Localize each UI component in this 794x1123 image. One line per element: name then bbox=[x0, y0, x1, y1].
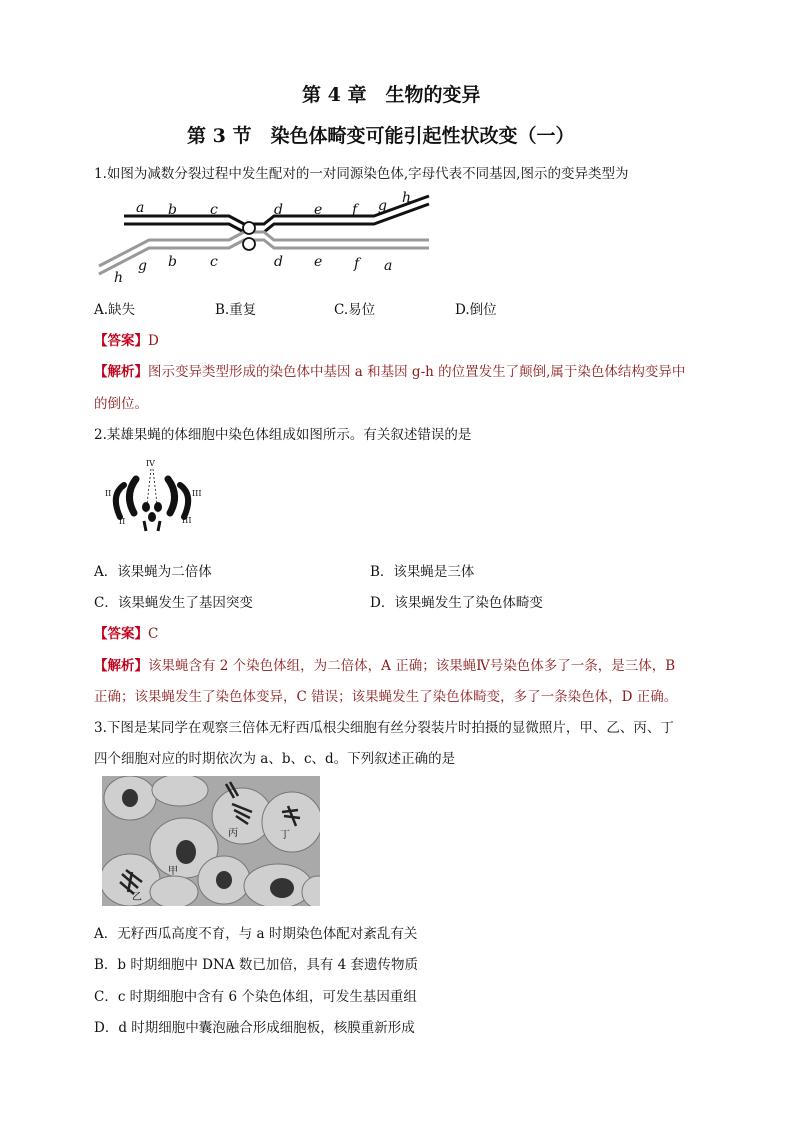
q1-option-a: A.缺失 bbox=[94, 302, 136, 318]
q1-analysis-line2: 的倒位。 bbox=[94, 396, 148, 412]
q1-analysis-tag: 【解析】 bbox=[94, 364, 148, 380]
q1-answer bbox=[94, 329, 159, 349]
q2-analysis-line2: 正确；该果蝇发生了染色体变异，C 错误；该果蝇发生了染色体畸变，多了一条染色体，D 正确。 bbox=[94, 689, 678, 705]
q3-stem-line2: 四个细胞对应的时期依次为 a、b、c、d。下列叙述正确的是 bbox=[94, 751, 456, 767]
bottom-gene-d: d bbox=[274, 254, 283, 270]
bottom-gene-f: f bbox=[354, 256, 360, 272]
q1-answer-value: D bbox=[148, 333, 159, 349]
label-iii-upper: III bbox=[192, 489, 202, 498]
bottom-gene-g: g bbox=[138, 258, 147, 274]
q1-option-d: D.倒位 bbox=[455, 302, 497, 318]
q1-stem: 1.如图为减数分裂过程中发生配对的一对同源染色体,字母代表不同基因,图示的变异类型为 bbox=[94, 166, 629, 182]
q1-option-c: C.易位 bbox=[334, 302, 376, 318]
q2-option-c: C．该果蝇发生了基因突变 bbox=[94, 595, 253, 611]
top-gene-e: e bbox=[314, 202, 323, 218]
chapter-title: 第 4 章 生物的变异 bbox=[302, 84, 481, 106]
label-ii-lower: II bbox=[119, 517, 126, 526]
bottom-gene-h: h bbox=[114, 270, 124, 286]
top-gene-f: f bbox=[352, 202, 358, 218]
top-gene-c: c bbox=[210, 202, 218, 218]
q3-option-c: C．c 时期细胞中含有 6 个染色体组，可发生基因重组 bbox=[94, 989, 417, 1005]
cell-label-jia: 甲 bbox=[168, 866, 178, 877]
q2-karyotype-figure bbox=[102, 455, 206, 535]
top-gene-g: g bbox=[378, 198, 387, 214]
q2-stem: 2.某雄果蝇的体细胞中染色体组成如图所示。有关叙述错误的是 bbox=[94, 427, 472, 443]
bottom-gene-c: c bbox=[210, 254, 218, 270]
cell-label-yi: 乙 bbox=[132, 892, 142, 903]
q2-option-a: A．该果蝇为二倍体 bbox=[94, 564, 212, 580]
centromere-bottom-icon bbox=[243, 238, 255, 250]
top-gene-d: d bbox=[274, 202, 283, 218]
q2-option-d: D．该果蝇发生了染色体畸变 bbox=[370, 595, 543, 611]
bottom-gene-b: b bbox=[168, 254, 177, 270]
bottom-gene-e: e bbox=[314, 254, 323, 270]
q2-answer-tag: 【答案】 bbox=[94, 626, 148, 642]
top-gene-h: h bbox=[402, 190, 412, 206]
q2-answer-value: C bbox=[148, 626, 159, 642]
centromere-top-icon bbox=[243, 222, 255, 234]
q3-option-b: B．b 时期细胞中 DNA 数已加倍，具有 4 套遗传物质 bbox=[94, 957, 418, 973]
q3-stem-line1: 3.下图是某同学在观察三倍体无籽西瓜根尖细胞有丝分裂装片时拍摄的显微照片，甲、乙、丙、丁 bbox=[94, 720, 674, 736]
q2-answer bbox=[94, 622, 158, 642]
q1-answer-tag: 【答案】 bbox=[94, 333, 148, 349]
bottom-gene-a: a bbox=[384, 258, 393, 274]
q3-option-a: A．无籽西瓜高度不育，与 a 时期染色体配对紊乱有关 bbox=[94, 926, 418, 942]
q2-option-b: B．该果蝇是三体 bbox=[370, 564, 475, 580]
label-ii-upper: II bbox=[105, 489, 112, 498]
q3-option-d: D．d 时期细胞中囊泡融合形成细胞板，核膜重新形成 bbox=[94, 1020, 415, 1036]
top-gene-a: a bbox=[136, 200, 145, 216]
q1-analysis-text1: 图示变异类型形成的染色体中基因 a 和基因 g-h 的位置发生了颠倒,属于染色体结构变异中 bbox=[148, 364, 686, 380]
q1-analysis-line1 bbox=[94, 360, 685, 380]
q1-chromosome-figure bbox=[94, 186, 439, 288]
q2-analysis-tag: 【解析】 bbox=[94, 658, 148, 674]
q2-analysis-line1 bbox=[94, 654, 675, 674]
label-iii-lower: III bbox=[182, 516, 192, 525]
cell-label-bing: 丙 bbox=[228, 828, 238, 839]
q1-option-b: B.重复 bbox=[215, 302, 257, 318]
q2-analysis-text1: 该果蝇含有 2 个染色体组，为二倍体，A 正确；该果蝇Ⅳ号染色体多了一条，是三体，B bbox=[148, 658, 676, 674]
top-gene-b: b bbox=[168, 202, 177, 218]
q3-micrograph bbox=[102, 776, 320, 906]
label-iv: IV bbox=[146, 459, 155, 468]
section-title: 第 3 节 染色体畸变可能引起性状改变（一） bbox=[187, 125, 575, 147]
cell-label-ding: 丁 bbox=[280, 830, 290, 841]
